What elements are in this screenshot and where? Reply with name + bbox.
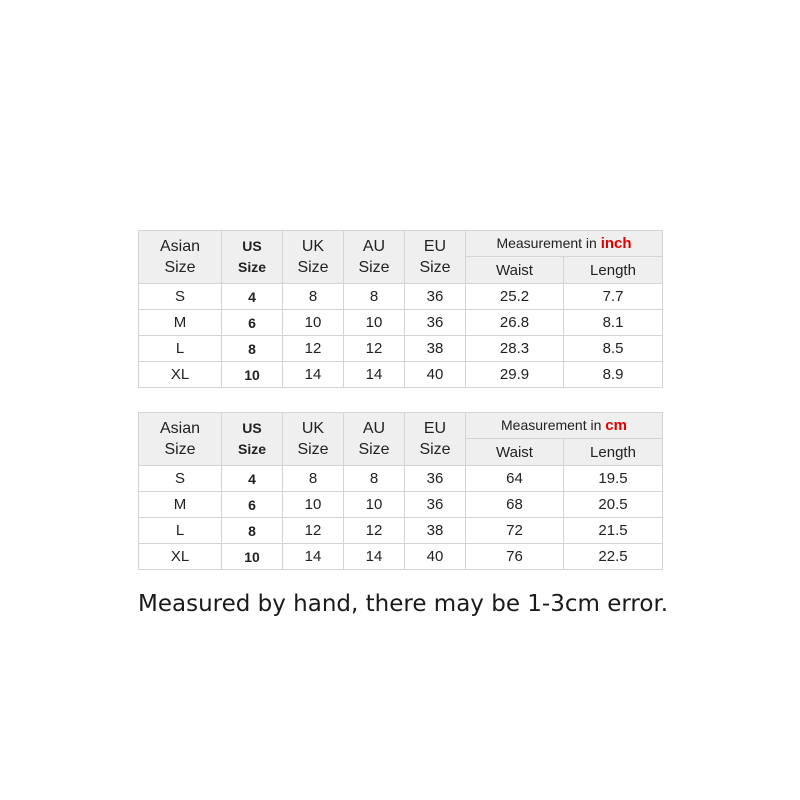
cell-eu: 40 <box>405 362 466 388</box>
cell-length: 21.5 <box>564 518 663 544</box>
cell-waist: 76 <box>466 544 564 570</box>
header-eu-size: EU Size <box>405 413 466 466</box>
cell-uk: 10 <box>283 310 344 336</box>
header-eu-size: EU Size <box>405 231 466 284</box>
cell-eu: 36 <box>405 284 466 310</box>
table-row <box>139 466 663 492</box>
cell-au: 8 <box>344 466 405 492</box>
cell-us: 4 <box>222 284 283 310</box>
cell-us: 4 <box>222 466 283 492</box>
table-row <box>139 284 663 310</box>
cell-us: 8 <box>222 518 283 544</box>
cell-au: 12 <box>344 336 405 362</box>
header-au-size: AU Size <box>344 231 405 284</box>
cell-eu: 38 <box>405 336 466 362</box>
cell-uk: 12 <box>283 518 344 544</box>
cell-length: 8.9 <box>564 362 663 388</box>
table-row <box>139 362 663 388</box>
cell-uk: 14 <box>283 362 344 388</box>
cell-asian: S <box>139 466 222 492</box>
table-row <box>139 544 663 570</box>
cell-length: 20.5 <box>564 492 663 518</box>
cell-uk: 12 <box>283 336 344 362</box>
cell-eu: 38 <box>405 518 466 544</box>
unit-label: inch <box>600 235 632 252</box>
cell-asian: L <box>139 518 222 544</box>
measurement-note: Measured by hand, there may be 1-3cm error. <box>138 591 669 617</box>
header-au-size: AU Size <box>344 413 405 466</box>
cell-waist: 29.9 <box>466 362 564 388</box>
header-asian-size: Asian Size <box>139 413 222 466</box>
header-measurement: Measurement in inch <box>466 231 663 257</box>
size-chart-inch <box>138 230 663 388</box>
cell-au: 12 <box>344 518 405 544</box>
header-measurement: Measurement in cm <box>466 413 663 439</box>
header-length: Length <box>564 257 663 284</box>
table-row <box>139 518 663 544</box>
cell-asian: S <box>139 284 222 310</box>
table-row <box>139 336 663 362</box>
header-waist: Waist <box>466 439 564 466</box>
cell-au: 10 <box>344 492 405 518</box>
header-us-size: US Size <box>222 231 283 284</box>
cell-waist: 64 <box>466 466 564 492</box>
cell-waist: 28.3 <box>466 336 564 362</box>
cell-length: 7.7 <box>564 284 663 310</box>
header-uk-size: UK Size <box>283 413 344 466</box>
cell-asian: XL <box>139 544 222 570</box>
cell-uk: 8 <box>283 284 344 310</box>
cell-uk: 8 <box>283 466 344 492</box>
cell-waist: 25.2 <box>466 284 564 310</box>
table-row <box>139 492 663 518</box>
header-length: Length <box>564 439 663 466</box>
cell-au: 14 <box>344 544 405 570</box>
header-uk-size: UK Size <box>283 231 344 284</box>
cell-waist: 72 <box>466 518 564 544</box>
cell-us: 10 <box>222 544 283 570</box>
cell-us: 8 <box>222 336 283 362</box>
cell-asian: M <box>139 492 222 518</box>
size-chart-cm <box>138 412 663 570</box>
header-us-size: US Size <box>222 413 283 466</box>
cell-eu: 36 <box>405 466 466 492</box>
cell-au: 14 <box>344 362 405 388</box>
cell-waist: 26.8 <box>466 310 564 336</box>
cell-us: 6 <box>222 492 283 518</box>
cell-asian: M <box>139 310 222 336</box>
cell-asian: XL <box>139 362 222 388</box>
cell-au: 10 <box>344 310 405 336</box>
unit-label: cm <box>605 417 627 434</box>
cell-length: 8.5 <box>564 336 663 362</box>
header-asian-size: Asian Size <box>139 231 222 284</box>
cell-length: 19.5 <box>564 466 663 492</box>
cell-length: 8.1 <box>564 310 663 336</box>
header-waist: Waist <box>466 257 564 284</box>
cell-uk: 10 <box>283 492 344 518</box>
cell-eu: 36 <box>405 492 466 518</box>
cell-asian: L <box>139 336 222 362</box>
cell-us: 6 <box>222 310 283 336</box>
table-row <box>139 310 663 336</box>
cell-length: 22.5 <box>564 544 663 570</box>
cell-us: 10 <box>222 362 283 388</box>
cell-au: 8 <box>344 284 405 310</box>
cell-eu: 40 <box>405 544 466 570</box>
cell-waist: 68 <box>466 492 564 518</box>
cell-uk: 14 <box>283 544 344 570</box>
cell-eu: 36 <box>405 310 466 336</box>
